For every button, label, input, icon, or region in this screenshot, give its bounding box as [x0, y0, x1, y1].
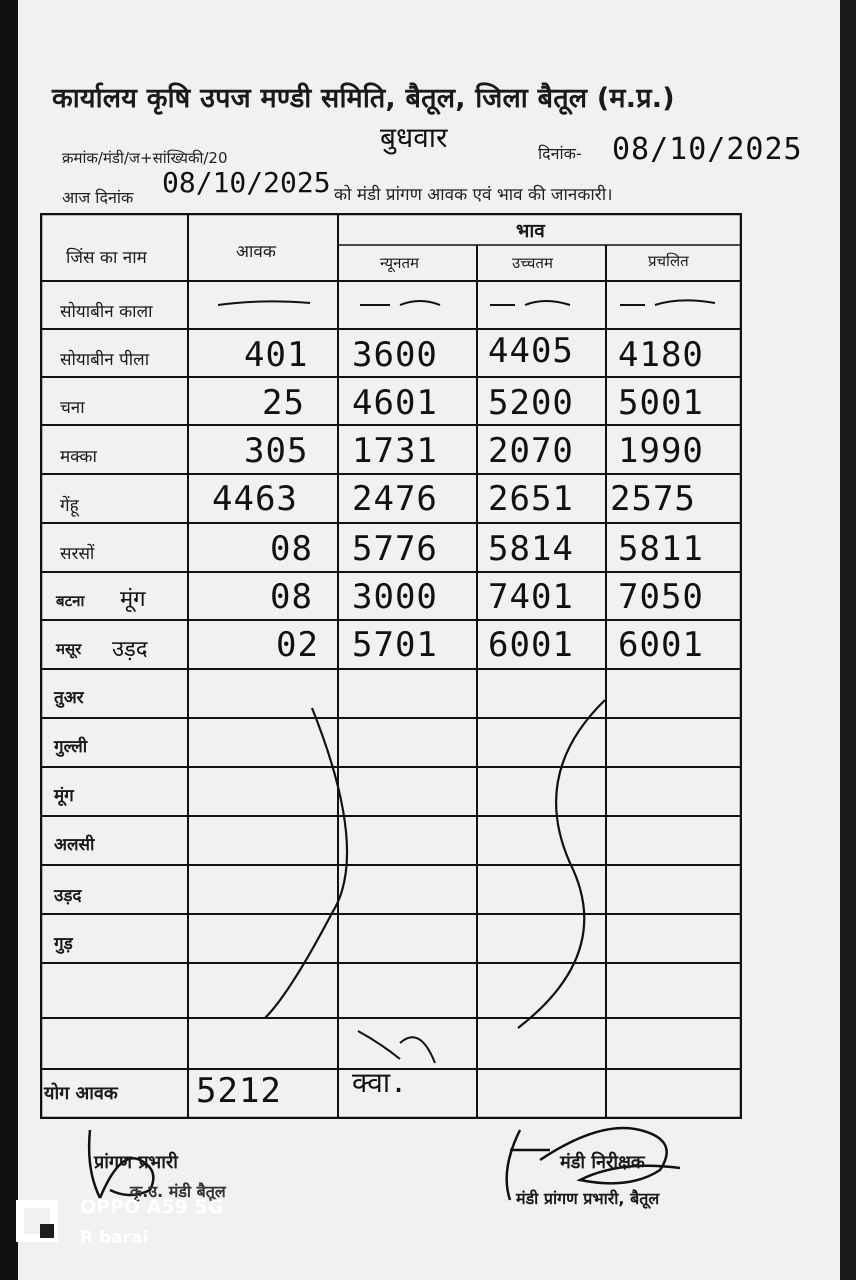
arrival-value: 401 — [244, 335, 309, 375]
right-signatory-title: मंडी निरीक्षक — [560, 1152, 645, 1173]
max-price-value: 5200 — [488, 383, 574, 423]
row-name: मसूर — [56, 640, 82, 658]
header-modal: प्रचलित — [648, 252, 689, 270]
watermark-user: R barai — [80, 1228, 149, 1248]
watermark-device: OPPO A59 5G — [80, 1196, 224, 1218]
today-label: आज दिनांक — [62, 188, 134, 207]
header-min: न्यूनतम — [380, 254, 419, 272]
modal-price-value: 6001 — [618, 625, 704, 665]
arrival-value: 08 — [270, 577, 313, 617]
total-unit-handwritten: क्वा. — [352, 1066, 407, 1099]
row-name: मक्का — [60, 447, 97, 467]
min-price-value: 5776 — [352, 529, 438, 569]
left-edge-shadow — [0, 0, 18, 1280]
modal-price-value: 1990 — [618, 431, 704, 471]
total-arrival-value: 5212 — [196, 1071, 282, 1111]
header-commodity: जिंस का नाम — [66, 248, 147, 268]
max-price-value: 2651 — [488, 479, 574, 519]
arrival-value: 305 — [244, 431, 309, 471]
max-price-value: 2070 — [488, 431, 574, 471]
row-name: सोयाबीन काला — [60, 302, 153, 322]
row-name: मूंग — [54, 786, 74, 806]
row-name: चना — [60, 398, 85, 418]
left-signatory-subtitle: कृ.उ. मंडी बैतूल — [130, 1182, 226, 1201]
header-bhav: भाव — [516, 220, 545, 242]
today-date-handwritten: 08/10/2025 — [162, 166, 331, 199]
reference-number-label: क्रमांक/मंडी/ज+सांख्यिकी/20 — [62, 149, 228, 167]
left-signatory-title: प्रांगण प्रभारी — [94, 1152, 178, 1173]
right-edge-shadow — [840, 0, 856, 1280]
camera-brand-icon — [10, 1194, 64, 1248]
min-price-value: 3600 — [352, 335, 438, 375]
max-price-value: 7401 — [488, 577, 574, 617]
row-note-handwritten: मूंग — [120, 587, 146, 612]
row-name: गुल्ली — [54, 737, 88, 757]
min-price-value: 2476 — [352, 479, 438, 519]
row-name: अलसी — [54, 835, 95, 855]
right-signatory-subtitle: मंडी प्रांगण प्रभारी, बैतूल — [516, 1189, 660, 1208]
min-price-value: 4601 — [352, 383, 438, 423]
row-name: सोयाबीन पीला — [60, 350, 150, 370]
max-price-value: 6001 — [488, 625, 574, 665]
header-max: उच्चतम — [512, 254, 553, 272]
min-price-value: 3000 — [352, 577, 438, 617]
max-price-value: 5814 — [488, 529, 574, 569]
date-label: दिनांक- — [538, 144, 582, 163]
handwritten-date: 08/10/2025 — [612, 132, 803, 167]
office-title: कार्यालय कृषि उपज मण्डी समिति, बैतूल, जिला बैतूल (म.प्र.) — [52, 83, 675, 114]
modal-price-value: 2575 — [610, 479, 696, 519]
modal-price-value: 4180 — [618, 335, 704, 375]
row-name: उड़द — [54, 886, 82, 906]
camera-watermark — [10, 1192, 280, 1262]
arrival-value: 25 — [262, 383, 305, 423]
modal-price-value: 7050 — [618, 577, 704, 617]
modal-price-value: 5811 — [618, 529, 704, 569]
row-name: बटना — [56, 592, 85, 610]
row-name: सरसों — [60, 544, 95, 564]
arrival-value: 08 — [270, 529, 313, 569]
today-description: को मंडी प्रांगण आवक एवं भाव की जानकारी। — [334, 185, 613, 205]
arrival-value: 4463 — [212, 479, 298, 519]
arrival-value: 02 — [276, 625, 319, 665]
min-price-value: 5701 — [352, 625, 438, 665]
total-label: योग आवक — [44, 1083, 118, 1104]
min-price-value: 1731 — [352, 431, 438, 471]
handwritten-day: बुधवार — [380, 121, 448, 154]
max-price-value: 4405 — [488, 331, 574, 371]
market-price-table — [40, 213, 742, 1119]
row-name: गेंहू — [60, 496, 79, 516]
modal-price-value: 5001 — [618, 383, 704, 423]
header-arrival: आवक — [236, 242, 276, 262]
row-note-handwritten: उड़द — [112, 637, 148, 662]
row-name: गुड़ — [54, 934, 73, 954]
row-name: तुअर — [54, 688, 84, 708]
